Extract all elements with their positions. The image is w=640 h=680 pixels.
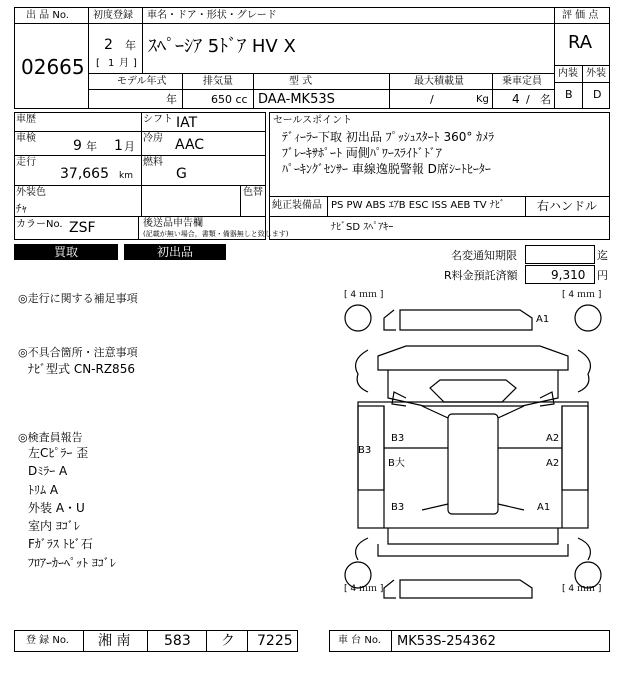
car-diagram <box>336 288 610 606</box>
tire-rl-depth: [ 4 ｍｍ ] <box>344 584 384 594</box>
recycle-value: 9,310 <box>551 268 586 282</box>
color-no-label: カラーNo. <box>16 219 63 230</box>
reg-month-close: ] <box>133 58 137 69</box>
grade-value: RA <box>568 32 593 53</box>
displacement-value: 650 cc <box>211 93 248 106</box>
mark-left-rear-door: B大 <box>388 458 405 469</box>
model-year-unit: 年 <box>166 93 177 106</box>
change-deadline-label: 名変通知期限 <box>451 249 517 262</box>
reg-month: 1 <box>108 58 115 69</box>
inspector-title: ◎検査員報告 <box>18 431 83 444</box>
change-deadline-unit: 迄 <box>597 249 608 262</box>
model-year-label: モデル年式 <box>117 76 167 87</box>
car-outline-svg <box>336 288 610 606</box>
max-load-sep: / <box>430 93 434 106</box>
change-deadline-box <box>525 245 595 264</box>
mileage-unit: km <box>119 171 133 181</box>
mark-left-front-door: B3 <box>391 433 405 444</box>
car-name: ｽﾍﾟｰｼｱ 5ﾄﾞｱ HV X <box>148 36 296 57</box>
lot-number: 02665 <box>21 55 85 79</box>
mark-right-rear-quarter: A1 <box>537 502 551 513</box>
after-label: 後送品申告欄 <box>143 218 203 229</box>
plate-kana: ク <box>221 633 235 649</box>
displacement-label: 排気量 <box>203 76 233 87</box>
plate-area: 湘 南 <box>98 633 131 649</box>
extra-value: ﾅﾋﾞSD ｽﾍﾟｱｷｰ <box>331 222 394 233</box>
inspector-line-6: Fｶﾞﾗｽ ﾄﾋﾞ石 <box>28 537 93 551</box>
capacity-label: 乗車定員 <box>502 76 542 87</box>
defects-title: ◎不具合箇所・注意事項 <box>18 346 138 359</box>
equip-label: 純正装備品 <box>272 200 322 211</box>
mark-left-side: B3 <box>358 445 372 456</box>
ac-label: 冷房 <box>143 133 163 144</box>
mileage-label: 走行 <box>16 157 36 168</box>
recycle-label: R料金預託済額 <box>444 269 518 282</box>
lot-label: 出 品 No. <box>26 10 69 21</box>
ac-value: AAC <box>175 137 205 153</box>
driving-notes-title: ◎走行に関する補足事項 <box>18 292 138 305</box>
capacity-value: 4 <box>512 92 520 106</box>
reg-year: 2 <box>104 37 113 53</box>
color-no-value: ZSF <box>69 220 96 236</box>
max-load-label: 最大積載量 <box>414 76 464 87</box>
exterior-grade: D <box>593 88 602 101</box>
inspector-line-7: ﾌﾛｱｰｶｰﾍﾟｯﾄ ﾖｺﾞﾚ <box>28 556 116 570</box>
sales-line-1: ﾃﾞｨｰﾗｰ下取 初出品 ﾌﾟｯｼｭｽﾀｰﾄ 360° ｶﾒﾗ <box>282 130 495 144</box>
plate-class: 583 <box>164 633 191 649</box>
inspector-line-1: 左Cﾋﾟﾗｰ 歪 <box>28 446 89 460</box>
grade-label: 評 価 点 <box>562 10 599 21</box>
reg-label: 初度登録 <box>93 10 133 21</box>
chassis-number: MK53S-254362 <box>397 634 496 649</box>
mark-left-rear-quarter: B3 <box>391 502 405 513</box>
recycle-unit: 円 <box>597 269 608 282</box>
tire-rr-depth: [ 4 ｍｍ ] <box>562 584 602 594</box>
sales-line-3: ﾊﾟｰｷﾝｸﾞｾﾝｻｰ 車線逸脱警報 D席ｼｰﾄﾋｰﾀｰ <box>282 162 491 176</box>
exterior-label: 外装 <box>586 68 606 79</box>
type-label: 型 式 <box>289 76 313 87</box>
inspection-month: 1 <box>114 138 123 154</box>
max-load-unit: Kg <box>476 94 489 105</box>
reg-month-unit: 月 <box>119 58 129 69</box>
reg-month-open: [ <box>96 58 100 69</box>
first-listing-tag: 初出品 <box>124 244 226 260</box>
tire-fl-depth: [ 4 ｍｍ ] <box>344 290 384 300</box>
tire-fr-depth: [ 4 ｍｍ ] <box>562 290 602 300</box>
inspection-label: 車検 <box>16 133 36 144</box>
inspection-year: 9 <box>73 138 82 154</box>
equip-value: PS PW ABS ｴｱB ESC ISS AEB TV ﾅﾋﾞ <box>331 200 505 211</box>
name-label: 車名・ドア・形状・グレード <box>147 10 277 21</box>
capacity-unit: 名 <box>540 93 551 106</box>
reg-year-unit: 年 <box>125 39 136 52</box>
inspector-line-2: Dﾐﾗｰ A <box>28 464 68 478</box>
inspection-year-unit: 年 <box>86 140 97 153</box>
fuel-label: 燃料 <box>143 157 163 168</box>
type-value: DAA-MK53S <box>258 92 335 107</box>
mark-front-bumper: A1 <box>536 314 550 325</box>
fuel-value: G <box>176 166 187 182</box>
plate-number: 7225 <box>257 633 293 649</box>
after-note: (記載が無い場合，書類・備器無しと致します) <box>143 230 289 238</box>
shift-value: IAT <box>176 115 198 131</box>
mileage-value: 37,665 <box>60 166 109 182</box>
sales-point-title: セールスポイント <box>273 115 353 126</box>
sales-line-2: ﾌﾞﾚｰｷｻﾎﾟｰﾄ 両側ﾊﾟﾜｰｽﾗｲﾄﾞﾄﾞｱ <box>282 146 442 160</box>
inspector-line-5: 室内 ﾖｺﾞﾚ <box>28 519 80 533</box>
inspector-line-3: ﾄﾘﾑ A <box>28 483 59 497</box>
chassis-label: 車 台 No. <box>338 635 381 646</box>
footer-reg-label: 登 録 No. <box>26 635 69 646</box>
shift-label: シフト <box>143 114 173 125</box>
mark-right-front-door: A2 <box>546 433 560 444</box>
color-change-label: 色替 <box>243 187 263 198</box>
capacity-sep: / <box>526 93 530 106</box>
interior-label: 内装 <box>558 68 578 79</box>
ext-color-value: ﾁｬ <box>16 202 27 215</box>
history-label: 車歴 <box>16 114 36 125</box>
mark-right-rear-door: A2 <box>546 458 560 469</box>
interior-grade: B <box>565 88 573 101</box>
inspection-month-unit: 月 <box>124 140 135 153</box>
inspector-line-4: 外装 A・U <box>28 501 85 515</box>
defects-line-1: ﾅﾋﾞ型式 CN-RZ856 <box>28 362 135 376</box>
buy-tag: 買取 <box>14 244 118 260</box>
handle-value: 右ハンドル <box>537 199 598 213</box>
ext-color-label: 外装色 <box>16 187 46 198</box>
